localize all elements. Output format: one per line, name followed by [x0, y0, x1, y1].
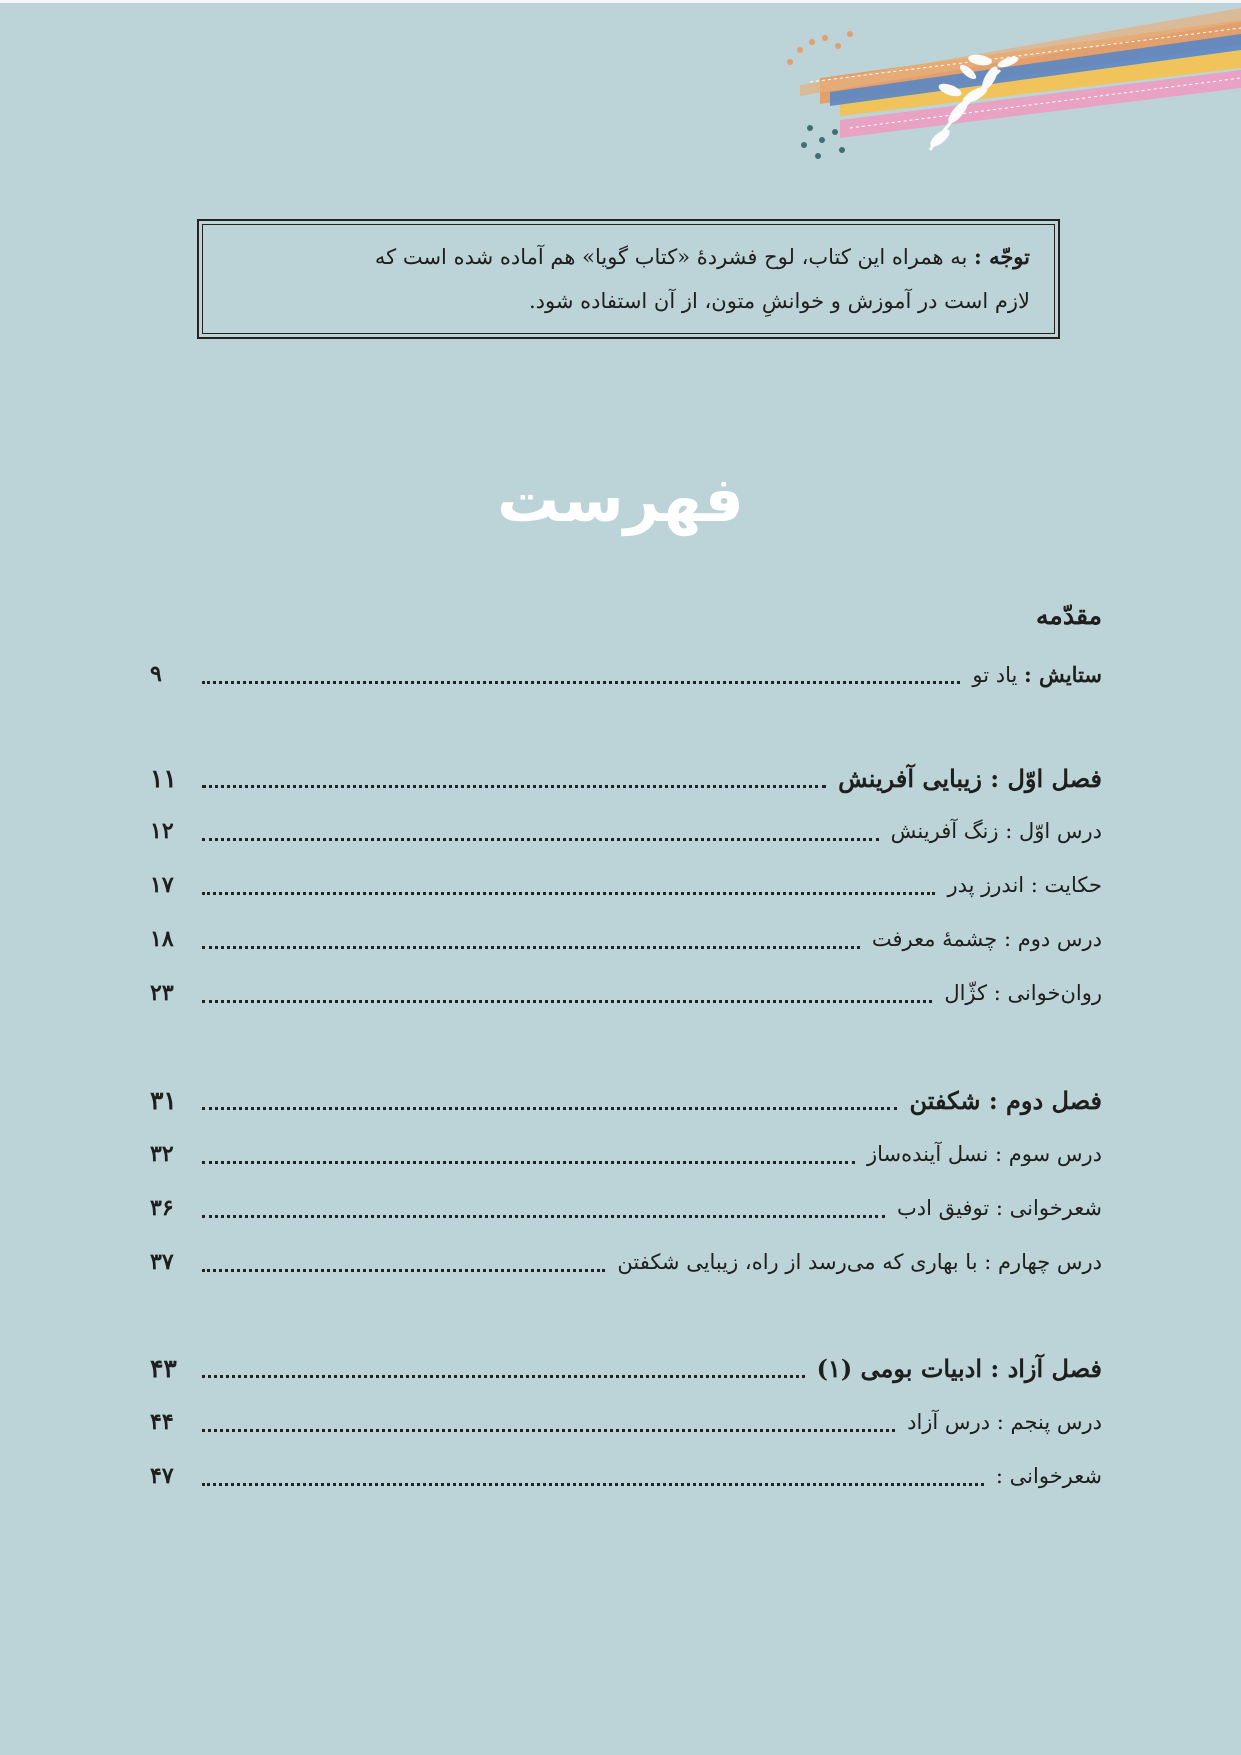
toc-row[interactable]: [150, 1132, 1102, 1176]
toc-page-number: ۴۳: [150, 1353, 177, 1383]
toc-page-number: ۱۱: [150, 763, 177, 793]
toc-chapter-row[interactable]: [150, 1346, 1102, 1390]
toc-page-number: ۱۲: [150, 818, 174, 844]
dot-leader: [202, 838, 879, 841]
toc-entry-title: یاد تو: [972, 662, 1024, 687]
notice-box: [197, 219, 1060, 339]
toc-chapter-row[interactable]: [150, 756, 1102, 800]
dot-leader: [202, 1269, 605, 1272]
toc-page-number: ۹: [150, 661, 162, 687]
toc-entry-text: فصل اوّل : زیبایی آفرینش: [838, 763, 1102, 793]
dot-leader: [202, 946, 860, 949]
dot-leader: [202, 892, 935, 895]
toc-entry-text: درس سوم : نسل آینده‌ساز: [866, 1142, 1102, 1166]
dot-leader: [202, 785, 826, 788]
dot-leader: [202, 1107, 897, 1110]
toc-entry-text: درس پنجم : درس آزاد: [907, 1410, 1102, 1434]
dot-leader: [202, 1375, 805, 1378]
notice-line-2: لازم است در آموزش و خوانشِ متون، از آن استفاده شود.: [528, 289, 1030, 313]
notice-line-1: [227, 235, 1030, 279]
toc-row[interactable]: [150, 917, 1102, 961]
toc-entry-text: شعرخوانی : توفیق ادب: [897, 1196, 1102, 1220]
toc-page-number: ۳۲: [150, 1141, 174, 1167]
dot-leader: [202, 1429, 895, 1432]
notice-label: توجّه :: [974, 244, 1030, 269]
toc-row[interactable]: [150, 1400, 1102, 1444]
toc-entry-text: درس چهارم : با بهاری که می‌رسد از راه، زیبایی شکفتن: [617, 1250, 1102, 1274]
toc-page-number: ۲۳: [150, 980, 174, 1006]
dot-leader: [202, 681, 960, 684]
toc-row[interactable]: [150, 652, 1102, 696]
dot-leader: [202, 1000, 932, 1003]
toc-row[interactable]: [150, 1454, 1102, 1498]
page-title: فهرست: [497, 463, 744, 536]
toc-page-number: ۳۶: [150, 1195, 174, 1221]
toc-page-number: ۳۷: [150, 1249, 174, 1275]
toc-page-number: ۴۷: [150, 1463, 174, 1489]
toc-row[interactable]: [150, 863, 1102, 907]
toc-row[interactable]: [150, 971, 1102, 1015]
notice-text: [202, 224, 1055, 334]
dot-leader: [202, 1161, 855, 1164]
toc-chapter-row[interactable]: [150, 1078, 1102, 1122]
toc-row[interactable]: [150, 1240, 1102, 1284]
intro-heading: مقدّمه: [1036, 601, 1102, 630]
toc-entry-text: [972, 662, 1102, 687]
toc-entry-text: شعرخوانی :: [995, 1464, 1102, 1488]
toc-page-number: ۱۷: [150, 872, 174, 898]
decorative-banner-illustration: [780, 0, 1241, 200]
toc-page-number: ۴۴: [150, 1409, 174, 1435]
toc-row[interactable]: [150, 1186, 1102, 1230]
toc-entry-label: ستایش :: [1023, 661, 1102, 687]
dot-leader: [202, 1483, 984, 1486]
toc-entry-text: فصل آزاد : ادبیات بومی (۱): [816, 1353, 1102, 1383]
toc-entry-text: فصل دوم : شکفتن: [909, 1085, 1102, 1115]
toc-page-number: ۳۱: [150, 1085, 177, 1115]
toc-row[interactable]: [150, 809, 1102, 853]
notice-line-1-text: به همراه این کتاب، لوح فشردهٔ «کتاب گویا» هم آماده شده است که: [374, 245, 974, 269]
toc-entry-text: درس دوم : چشمهٔ معرفت: [871, 927, 1102, 951]
toc-page-number: ۱۸: [150, 926, 174, 952]
toc-entry-text: درس اوّل : زنگ آفرینش: [890, 819, 1102, 843]
toc-entry-text: روان‌خوانی : کژّال: [944, 981, 1102, 1005]
toc-entry-text: حکایت : اندرز پدر: [947, 873, 1102, 897]
dot-leader: [202, 1215, 885, 1218]
